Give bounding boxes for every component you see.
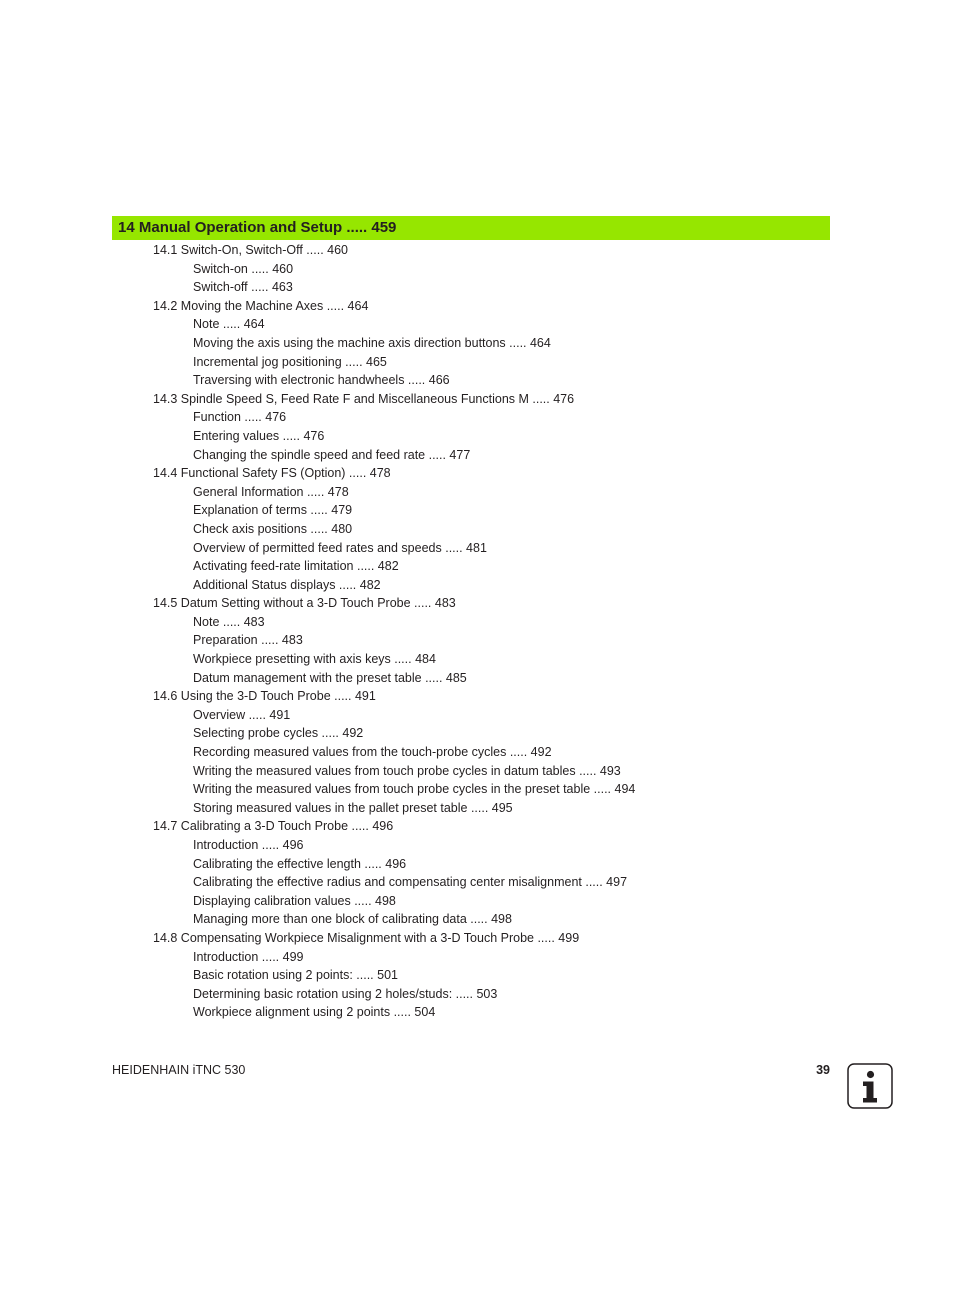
toc-subsection-entry[interactable]: Selecting probe cycles ..... 492	[193, 726, 364, 741]
toc-subsection-entry[interactable]: General Information ..... 478	[193, 484, 349, 499]
toc-subsection-entry[interactable]: Workpiece presetting with axis keys ..... 484	[193, 652, 436, 667]
toc-subsection-entry[interactable]: Note ..... 464	[193, 317, 265, 332]
toc-subsection-entry[interactable]: Changing the spindle speed and feed rate ..... 477	[193, 447, 471, 462]
toc-subsection-entry[interactable]: Traversing with electronic handwheels ..... 466	[193, 373, 450, 388]
toc-section-entry[interactable]: 14.3 Spindle Speed S, Feed Rate F and Miscellaneous Functions M ..... 476	[153, 391, 575, 406]
toc-subsection-entry[interactable]: Managing more than one block of calibrating data ..... 498	[193, 912, 512, 927]
toc-subsection-entry[interactable]: Determining basic rotation using 2 holes/studs: ..... 503	[193, 986, 498, 1001]
toc-section-entry[interactable]: 14.4 Functional Safety FS (Option) ..... 478	[153, 466, 391, 481]
toc-subsection-entry[interactable]: Writing the measured values from touch probe cycles in the preset table ..... 494	[193, 782, 636, 797]
toc-subsection-entry[interactable]: Overview ..... 491	[193, 707, 291, 722]
toc-subsection-entry[interactable]: Calibrating the effective radius and compensating center misalignment ..... 497	[193, 875, 628, 890]
toc-subsection-entry[interactable]: Datum management with the preset table ..... 485	[193, 670, 467, 685]
footer-product-name: HEIDENHAIN iTNC 530	[112, 1063, 246, 1077]
toc-subsection-entry[interactable]: Note ..... 483	[193, 614, 265, 629]
toc-subsection-entry[interactable]: Function ..... 476	[193, 410, 287, 425]
toc-subsection-entry[interactable]: Basic rotation using 2 points: ..... 501	[193, 968, 398, 983]
toc-subsection-entry[interactable]: Incremental jog positioning ..... 465	[193, 354, 387, 369]
page-number: 39	[816, 1063, 830, 1077]
toc-subsection-entry[interactable]: Moving the axis using the machine axis direction buttons ..... 464	[193, 335, 551, 350]
toc-subsection-entry[interactable]: Storing measured values in the pallet preset table ..... 495	[193, 800, 513, 815]
toc-section-entry[interactable]: 14.1 Switch-On, Switch-Off ..... 460	[153, 243, 348, 257]
toc-subsection-entry[interactable]: Workpiece alignment using 2 points ..... 504	[193, 1005, 436, 1020]
toc-section-entry[interactable]: 14.8 Compensating Workpiece Misalignment with a 3-D Touch Probe ..... 499	[153, 930, 580, 945]
toc-section-entry[interactable]: 14.5 Datum Setting without a 3-D Touch Probe ..... 483	[153, 596, 456, 611]
toc-subsection-entry[interactable]: Additional Status displays ..... 482	[193, 577, 381, 592]
toc-subsection-entry[interactable]: Writing the measured values from touch probe cycles in datum tables ..... 493	[193, 763, 621, 778]
toc-subsection-entry[interactable]: Explanation of terms ..... 479	[193, 503, 353, 518]
toc-section-entry[interactable]: 14.2 Moving the Machine Axes ..... 464	[153, 298, 369, 313]
toc-section-entry[interactable]: 14.7 Calibrating a 3-D Touch Probe ..... 496	[153, 819, 394, 834]
toc-subsection-entry[interactable]: Displaying calibration values ..... 498	[193, 893, 396, 908]
toc-subsection-entry[interactable]: Switch-off ..... 463	[193, 280, 293, 295]
toc-subsection-entry[interactable]: Introduction ..... 496	[193, 838, 304, 852]
toc-subsection-entry[interactable]: Overview of permitted feed rates and speeds ..... 481	[193, 540, 487, 555]
table-of-contents	[0, 241, 954, 1022]
chapter-heading-bar	[112, 216, 830, 240]
toc-section-entry[interactable]: 14.6 Using the 3-D Touch Probe ..... 491	[153, 689, 376, 704]
toc-subsection-entry[interactable]: Preparation ..... 483	[193, 633, 303, 648]
toc-subsection-entry[interactable]: Activating feed-rate limitation ..... 482	[193, 559, 399, 574]
toc-subsection-entry[interactable]: Calibrating the effective length ..... 496	[193, 856, 407, 871]
toc-subsection-entry[interactable]: Recording measured values from the touch-probe cycles ..... 492	[193, 745, 552, 760]
toc-subsection-entry[interactable]: Introduction ..... 499	[193, 949, 304, 964]
toc-subsection-entry[interactable]: Switch-on ..... 460	[193, 261, 294, 276]
chapter-title[interactable]: 14 Manual Operation and Setup ..... 459	[118, 219, 397, 236]
toc-subsection-entry[interactable]: Check axis positions ..... 480	[193, 521, 353, 536]
info-icon	[847, 1063, 893, 1109]
toc-subsection-entry[interactable]: Entering values ..... 476	[193, 428, 325, 443]
